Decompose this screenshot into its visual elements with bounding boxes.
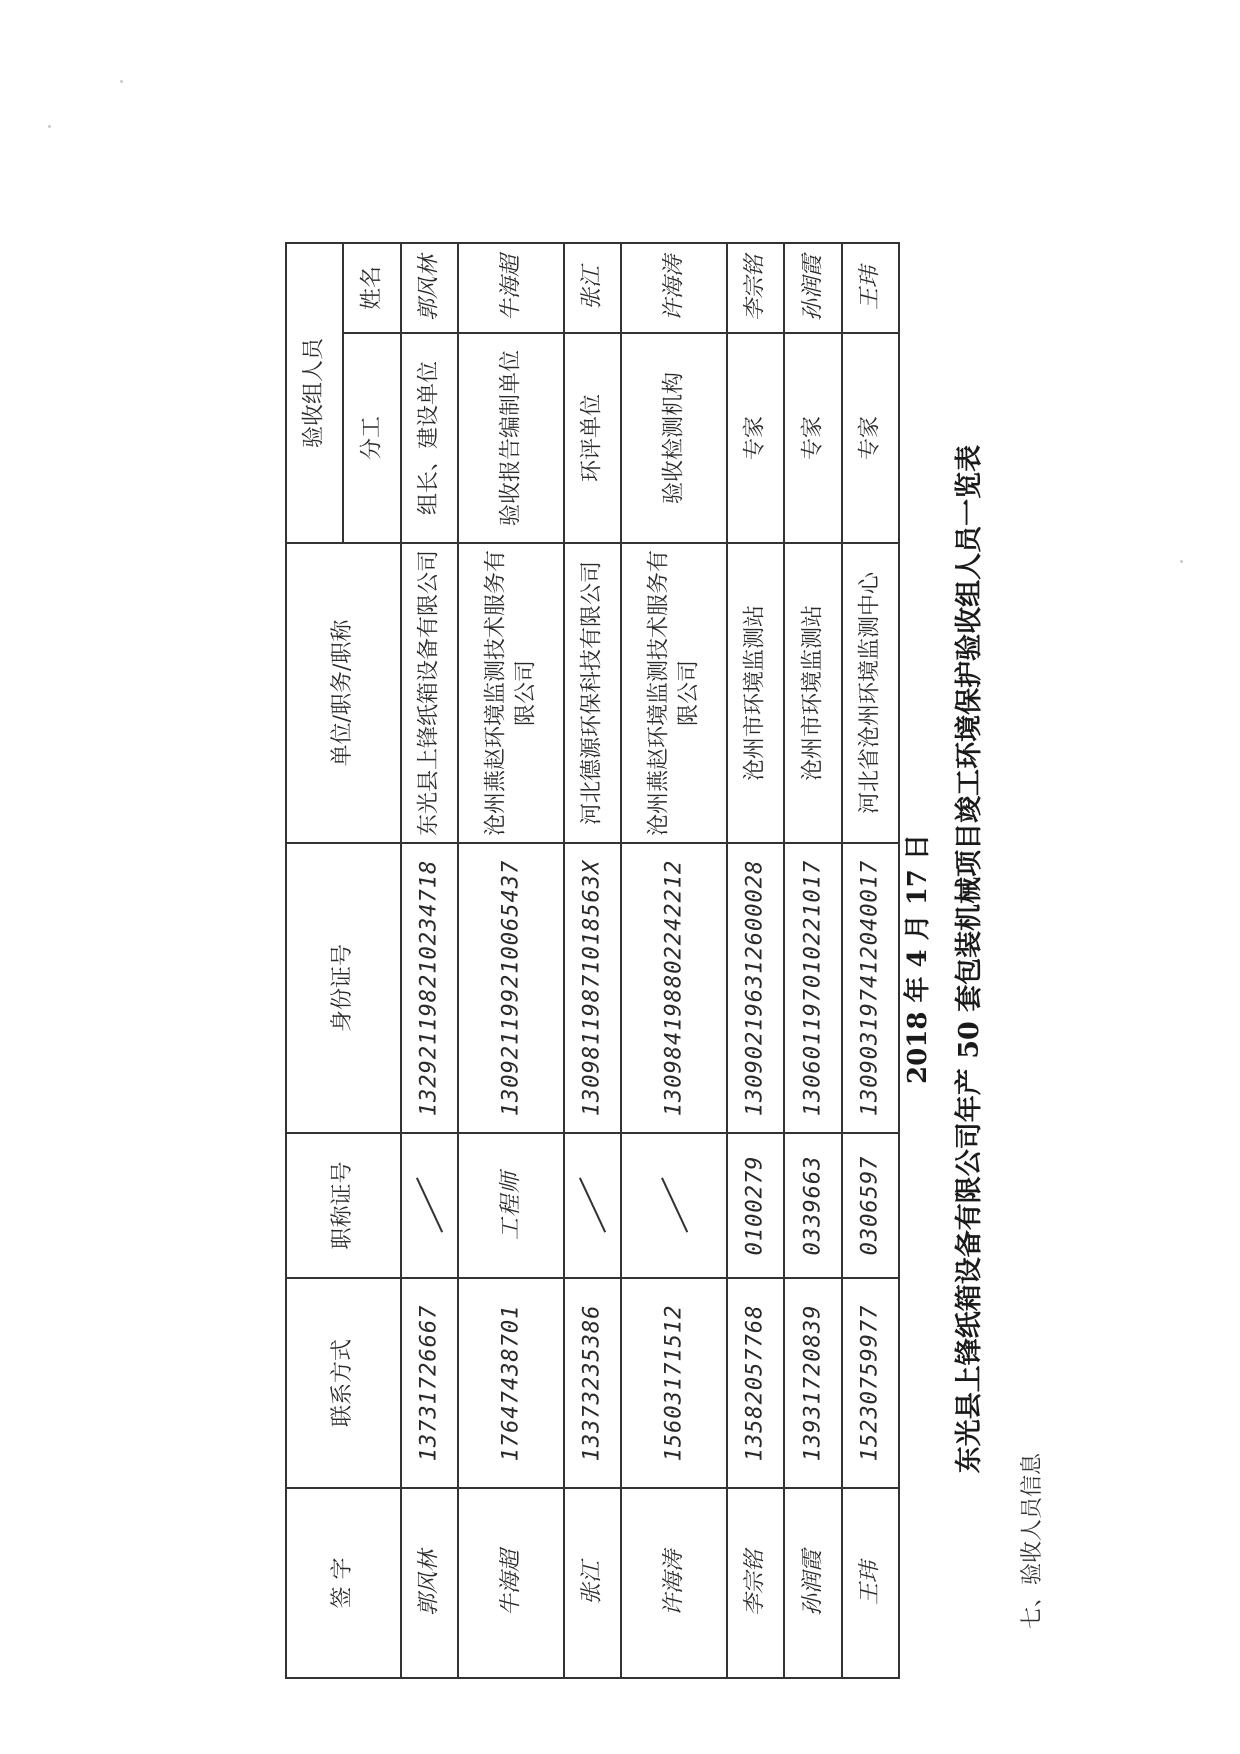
table-row: [458, 243, 563, 1678]
unit-cell: 沧州市环境监测站: [727, 543, 784, 843]
unit-cell: 河北德源环保科技有限公司: [564, 543, 621, 843]
unit-cell: 东光县上锋纸箱设备有限公司: [401, 543, 458, 843]
table-body: [286, 243, 899, 1678]
role-cell: 验收报告编制单位: [458, 333, 563, 543]
id-number-cell: 132921198210234718: [401, 843, 458, 1133]
name-cell: 许海涛: [621, 243, 726, 333]
name-cell: 张江: [564, 243, 621, 333]
name-cell: 郭风林: [401, 243, 458, 333]
title-cert-cell: 0306597: [842, 1133, 899, 1278]
unit-cell: 沧州燕赵环境监测技术服务有限公司: [621, 543, 726, 843]
header-name: 姓名: [343, 243, 400, 333]
signature-cell: 王玮: [842, 1488, 899, 1678]
unit-cell: 沧州燕赵环境监测技术服务有限公司: [458, 543, 563, 843]
name-cell: 孙润霞: [784, 243, 841, 333]
id-number-cell: 130601197010221017: [784, 843, 841, 1133]
name-cell: 王玮: [842, 243, 899, 333]
title-cert-cell: 0100279: [727, 1133, 784, 1278]
name-cell: 牛海超: [458, 243, 563, 333]
table-row: [727, 243, 784, 1678]
table-row: [842, 243, 899, 1678]
header-contact: 联系方式: [286, 1278, 401, 1488]
signature-cell: 牛海超: [458, 1488, 563, 1678]
header-unit: 单位/职务/职称: [286, 543, 401, 843]
header-title-cert: 职称证号: [286, 1133, 401, 1278]
table-row: [401, 243, 458, 1678]
contact-cell: 17647438701: [458, 1278, 563, 1488]
id-number-cell: 130921199210065437: [458, 843, 563, 1133]
title-cert-cell: 工程师: [458, 1133, 563, 1278]
title-cert-cell: [621, 1133, 726, 1278]
signature-cell: 郭风林: [401, 1488, 458, 1678]
table-row: [784, 243, 841, 1678]
contact-cell: 13582057768: [727, 1278, 784, 1488]
signature-cell: 许海涛: [621, 1488, 726, 1678]
role-cell: 组长、建设单位: [401, 333, 458, 543]
unit-cell: 河北省沧州环境监测中心: [842, 543, 899, 843]
role-cell: 专家: [842, 333, 899, 543]
scan-speck: [48, 125, 51, 128]
signature-cell: 孙润霞: [784, 1488, 841, 1678]
scan-speck: [120, 80, 123, 83]
document-title: 东光县上锋纸箱设备有限公司年产 50 套包装机械项目竣工环境保护验收组人员一览表: [954, 444, 985, 1474]
title-cert-cell: 0339663: [784, 1133, 841, 1278]
unit-cell: 沧州市环境监测站: [784, 543, 841, 843]
header-signature: 签 字: [286, 1488, 401, 1678]
role-cell: 环评单位: [564, 333, 621, 543]
role-cell: 专家: [784, 333, 841, 543]
scan-speck: [1180, 560, 1183, 563]
document-date: 2018 年 4 月 17 日: [903, 834, 933, 1084]
id-number-cell: 130902196312600028: [727, 843, 784, 1133]
title-cert-cell: [401, 1133, 458, 1278]
title-cert-cell: [564, 1133, 621, 1278]
table-row: [621, 243, 726, 1678]
signature-cell: 张江: [564, 1488, 621, 1678]
contact-cell: 13373235386: [564, 1278, 621, 1488]
id-number-cell: 13098119871018563X: [564, 843, 621, 1133]
contact-cell: 13731726667: [401, 1278, 458, 1488]
contact-cell: 15603171512: [621, 1278, 726, 1488]
table-row: [564, 243, 621, 1678]
signature-cell: 李宗铭: [727, 1488, 784, 1678]
header-role: 分工: [343, 333, 400, 543]
header-row-sub: [343, 243, 400, 1678]
contact-cell: 15230759977: [842, 1278, 899, 1488]
acceptance-team-table: [285, 242, 900, 1679]
section-heading: 七、验收人员信息: [1020, 1452, 1045, 1629]
dash-mark: [416, 1178, 443, 1233]
contact-cell: 13931720839: [784, 1278, 841, 1488]
name-cell: 李宗铭: [727, 243, 784, 333]
id-number-cell: 130984198802242212: [621, 843, 726, 1133]
role-cell: 专家: [727, 333, 784, 543]
header-id-number: 身份证号: [286, 843, 401, 1133]
dash-mark: [579, 1178, 606, 1233]
dash-mark: [660, 1178, 687, 1233]
id-number-cell: 130903197412040017: [842, 843, 899, 1133]
role-cell: 验收检测机构: [621, 333, 726, 543]
header-group: 验收组人员: [286, 243, 343, 543]
